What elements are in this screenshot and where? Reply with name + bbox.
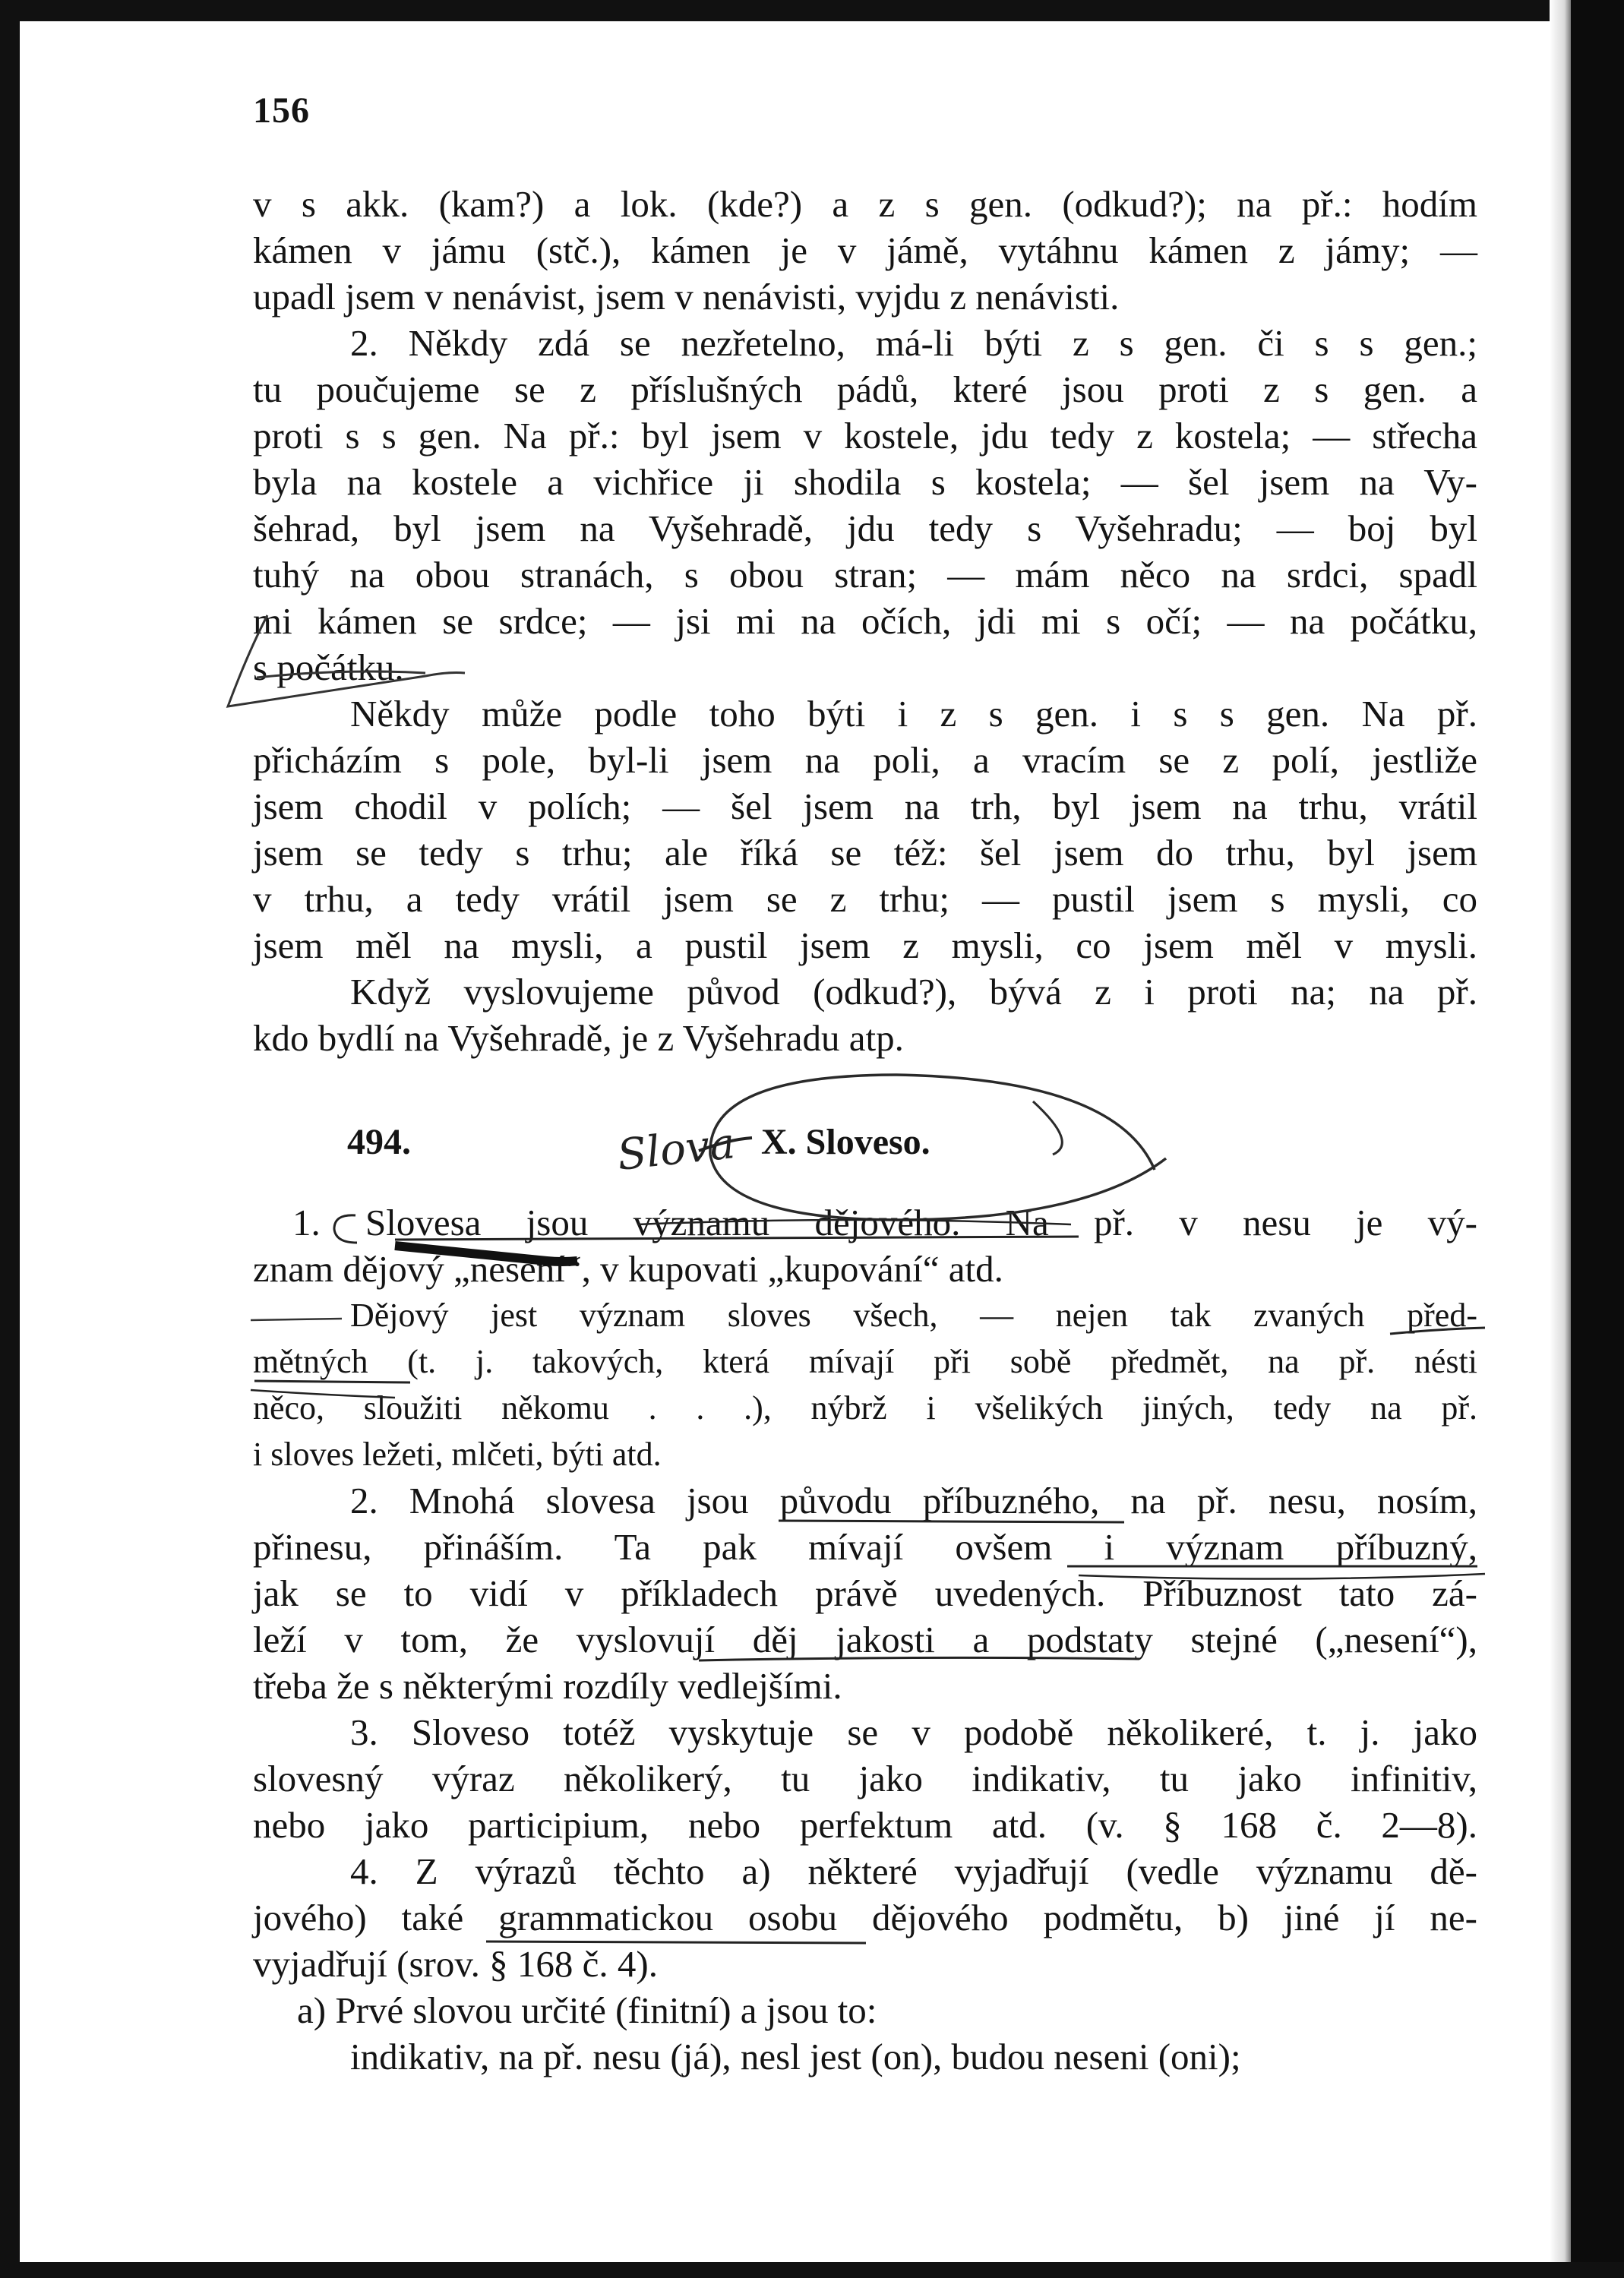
section-heading [253, 1114, 1477, 1171]
text-line: indikativ, na př. nesu (já), nesl jest (on), budou neseni (oni); [350, 2036, 1241, 2077]
text-line: šehrad, byl jsem na Vyšehradě, jdu tedy s Vyšehradu; — boj byl [253, 507, 1477, 549]
text-line: Dějový jest význam sloves všech, — nejen tak zvaných před- [350, 1297, 1477, 1334]
text-line: i sloves ležeti, mlčeti, býti atd. [253, 1436, 662, 1473]
text-line: v trhu, a tedy vrátil jsem se z trhu; — pustil jsem s mysli, co [253, 878, 1477, 920]
text-line: jového) také grammatickou osobu dějového podmětu, b) jiné jí ne- [253, 1897, 1477, 1938]
text-line: jsem chodil v polích; — šel jsem na trh, byl jsem na trhu, vrátil [253, 785, 1477, 827]
scan-border-right [1571, 0, 1624, 2278]
text-line: s počátku. [253, 646, 404, 688]
scan-border-bottom [0, 2262, 1624, 2278]
section-number: 494. [347, 1122, 411, 1162]
text-line: mětných (t. j. takových, která mívají při sobě předmět, na př. nésti [253, 1343, 1477, 1380]
text-line: slovesný výraz několikerý, tu jako indikativ, tu jako infinitiv, [253, 1758, 1477, 1799]
text-line: jsem se tedy s trhu; ale říká se též: šel jsem do trhu, byl jsem [253, 832, 1477, 874]
scan-border-top [0, 0, 1624, 21]
text-line: tu poučujeme se z příslušných pádů, které jsou proti z s gen. a [253, 368, 1477, 410]
text-line: v s akk. (kam?) a lok. (kde?) a z s gen. (odkud?); na př.: hodím [253, 183, 1477, 225]
text-line: vyjadřují (srov. § 168 č. 4). [253, 1943, 658, 1985]
text-line: upadl jsem v nenávist, jsem v nenávisti, vyjdu z nenávisti. [253, 276, 1120, 318]
text-line: 4. Z výrazů těchto a) některé vyjadřují (vedle významu dě- [350, 1850, 1477, 1892]
page-edge-shadow [1550, 0, 1571, 2278]
text-line: znam dějový „nesení“, v kupovati „kupování“ atd. [253, 1248, 1003, 1290]
text-line: 2. Mnohá slovesa jsou původu příbuzného, na př. nesu, nosím, [350, 1480, 1477, 1521]
page-body [253, 181, 1477, 2080]
text-line: něco, sloužiti někomu . . .), nýbrž i všelikých jiných, tedy na př. [253, 1389, 1477, 1427]
text-line: nebo jako participium, nebo perfektum atd. (v. § 168 č. 2—8). [253, 1804, 1477, 1846]
text-line: kámen v jámu (stč.), kámen je v jámě, vytáhnu kámen z jámy; — [253, 229, 1477, 271]
scan-border-left [0, 0, 20, 2278]
section-title: X. Sloveso. [761, 1122, 930, 1162]
text-line: tuhý na obou stranách, s obou stran; — mám něco na srdci, spadl [253, 554, 1477, 596]
handwritten-word: Slova [615, 1119, 738, 1180]
text-line: 1. Slovesa jsou významu dějového. Na př. v nesu je vý- [292, 1202, 1477, 1243]
text-line: Někdy může podle toho býti i z s gen. i s s gen. Na př. [350, 693, 1477, 735]
text-line: 2. Někdy zdá se nezřetelno, má-li býti z s gen. či s s gen.; [350, 322, 1477, 364]
text-line: leží v tom, že vyslovují děj jakosti a podstaty stejné („nesení“), [253, 1619, 1477, 1660]
text-line: a) Prvé slovou určité (finitní) a jsou to: [297, 1989, 877, 2031]
page-number: 156 [253, 90, 310, 131]
text-line: Když vyslovujeme původ (odkud?), bývá z i proti na; na př. [350, 971, 1477, 1013]
text-line: jsem měl na mysli, a pustil jsem z mysli, co jsem měl v mysli. [253, 924, 1477, 966]
text-line: proti s s gen. Na př.: byl jsem v kostele, jdu tedy z kostela; — střecha [253, 415, 1477, 457]
text-line: přicházím s pole, byl-li jsem na poli, a vracím se z polí, jestliže [253, 739, 1477, 781]
text-line: jak se to vidí v příkladech právě uvedených. Příbuznost tato zá- [253, 1572, 1477, 1614]
text-line: kdo bydlí na Vyšehradě, je z Vyšehradu atp. [253, 1017, 904, 1059]
text-line: mi kámen se srdce; — jsi mi na očích, jdi mi s očí; — na počátku, [253, 600, 1477, 642]
text-line: třeba že s některými rozdíly vedlejšími. [253, 1665, 842, 1707]
text-line: 3. Sloveso totéž vyskytuje se v podobě několikeré, t. j. jako [350, 1711, 1477, 1753]
text-line: byla na kostele a vichřice ji shodila s kostela; — šel jsem na Vy- [253, 461, 1477, 503]
text-line: přinesu, přináším. Ta pak mívají ovšem i význam příbuzný, [253, 1526, 1477, 1568]
